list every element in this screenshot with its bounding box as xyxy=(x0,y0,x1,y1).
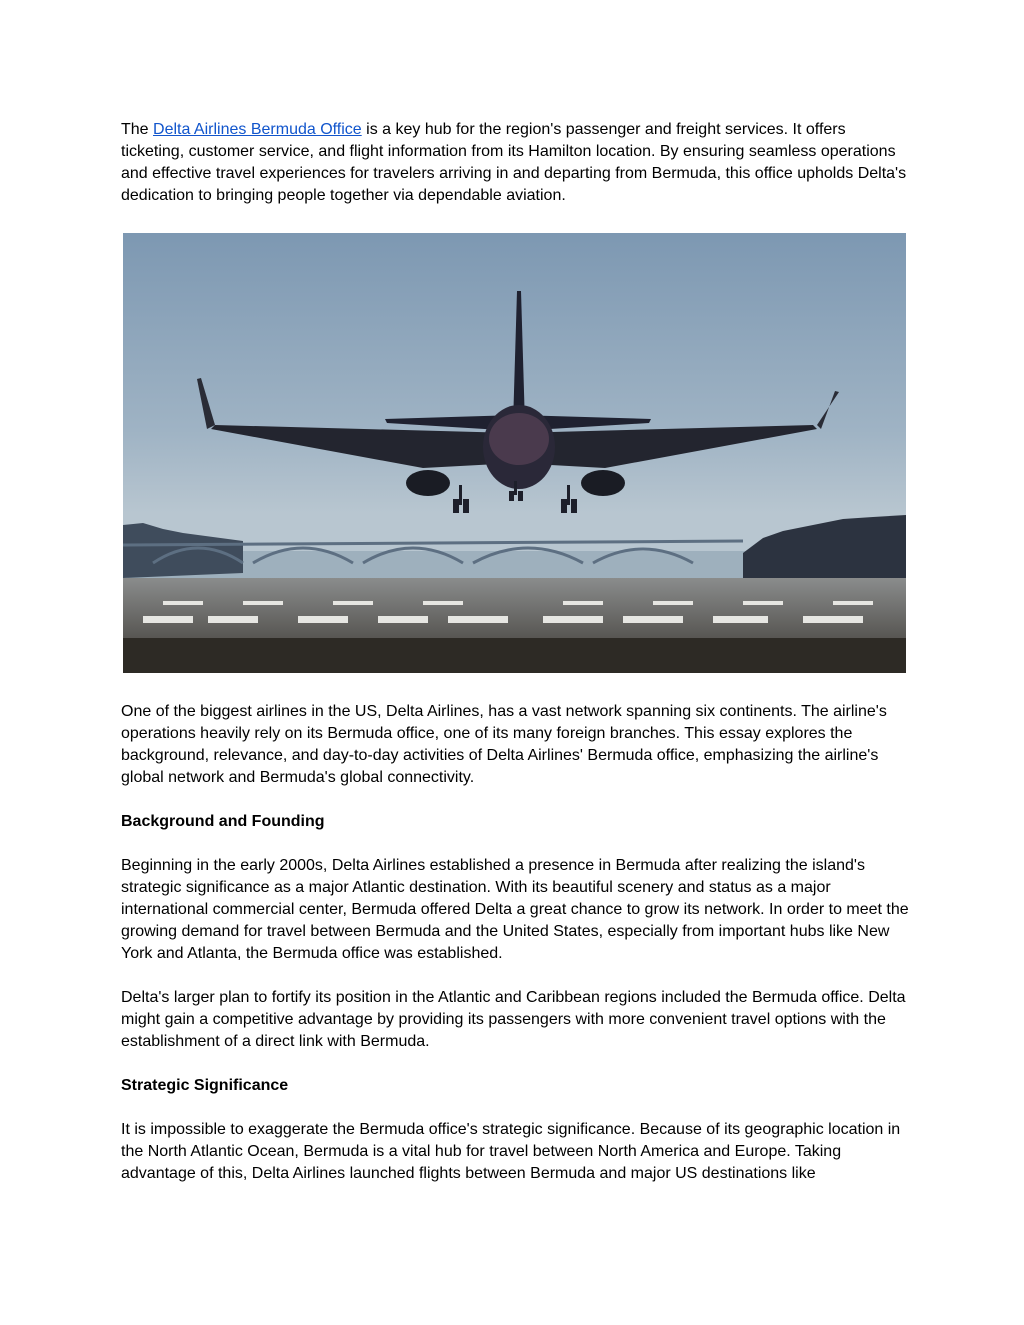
strategic-heading: Strategic Significance xyxy=(121,1077,289,1094)
overview-paragraph: One of the biggest airlines in the US, Delta Airlines, has a vast network spanning six continents. The airline's operations heavily rely on its Bermuda office, one of its many foreign branches. This essay explores the background, relevance, and day-to-day activities of Delta Airlines' Bermuda office, emphasizing the airline's global network and Bermuda's global connectivity. xyxy=(121,703,887,786)
airplane-landing-photo xyxy=(123,233,906,673)
intro-paragraph xyxy=(121,119,911,207)
background-paragraph-1: Beginning in the early 2000s, Delta Airlines established a presence in Bermuda after realizing the island's strategic significance as a major Atlantic destination. With its beautiful scenery and status as a major international commercial center, Bermuda offered Delta a great chance to grow its network. In order to meet the growing demand for travel between Bermuda and the United States, especially from important hubs like New York and Atlanta, the Bermuda office was established. xyxy=(121,857,909,962)
background-paragraph-2: Delta's larger plan to fortify its position in the Atlantic and Caribbean regions included the Bermuda office. Delta might gain a competitive advantage by providing its passengers with more convenient travel options with the establishment of a direct link with Bermuda. xyxy=(121,989,906,1050)
document-page xyxy=(121,119,911,1185)
intro-prefix: The xyxy=(121,121,154,138)
delta-bermuda-office-link[interactable]: Delta Airlines Bermuda Office xyxy=(153,121,362,138)
intro-suffix: is a key hub for the region's passenger and freight services. It offers ticketing, customer service, and flight information from its Hamilton location. By ensuring seamless operations and effective travel experiences for travelers arriving in and departing from Bermuda, this office upholds Delta's dedication to bringing people together via dependable aviation. xyxy=(121,121,907,204)
strategic-paragraph-1: It is impossible to exaggerate the Bermuda office's strategic significance. Because of its geographic location in the North Atlantic Ocean, Bermuda is a vital hub for travel between North America and Europe. Taking advantage of this, Delta Airlines launched flights between Bermuda and major US destinations like xyxy=(121,1121,901,1182)
background-heading: Background and Founding xyxy=(121,813,325,830)
